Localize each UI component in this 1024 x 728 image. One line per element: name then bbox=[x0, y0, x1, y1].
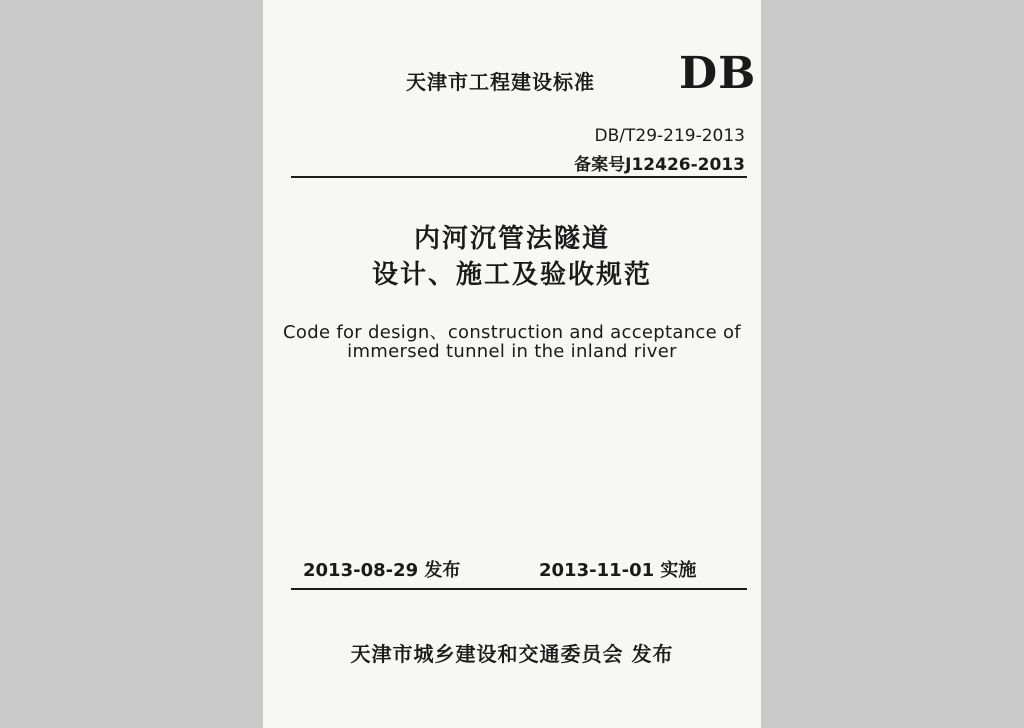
bottom-divider bbox=[291, 588, 747, 590]
title-en-line2: immersed tunnel in the inland river bbox=[347, 341, 677, 362]
title-zh-line1: 内河沉管法隧道 bbox=[413, 224, 610, 254]
issue-date: 2013-08-29 发布 bbox=[303, 560, 461, 581]
title-en-line1: Code for design、construction and acceptance of bbox=[283, 322, 741, 343]
top-divider bbox=[291, 176, 747, 178]
issuing-authority: 天津市城乡建设和交通委员会 发布 bbox=[350, 642, 674, 666]
standard-category: 天津市工程建设标准 bbox=[406, 70, 595, 94]
implementation-date: 2013-11-01 实施 bbox=[539, 560, 697, 581]
standard-number: DB/T29-219-2013 bbox=[594, 126, 745, 146]
standard-cover-page bbox=[263, 0, 761, 728]
record-number: 备案号J12426-2013 bbox=[574, 155, 745, 175]
db-mark: DB bbox=[679, 48, 757, 99]
title-zh-line2: 设计、施工及验收规范 bbox=[371, 260, 652, 290]
